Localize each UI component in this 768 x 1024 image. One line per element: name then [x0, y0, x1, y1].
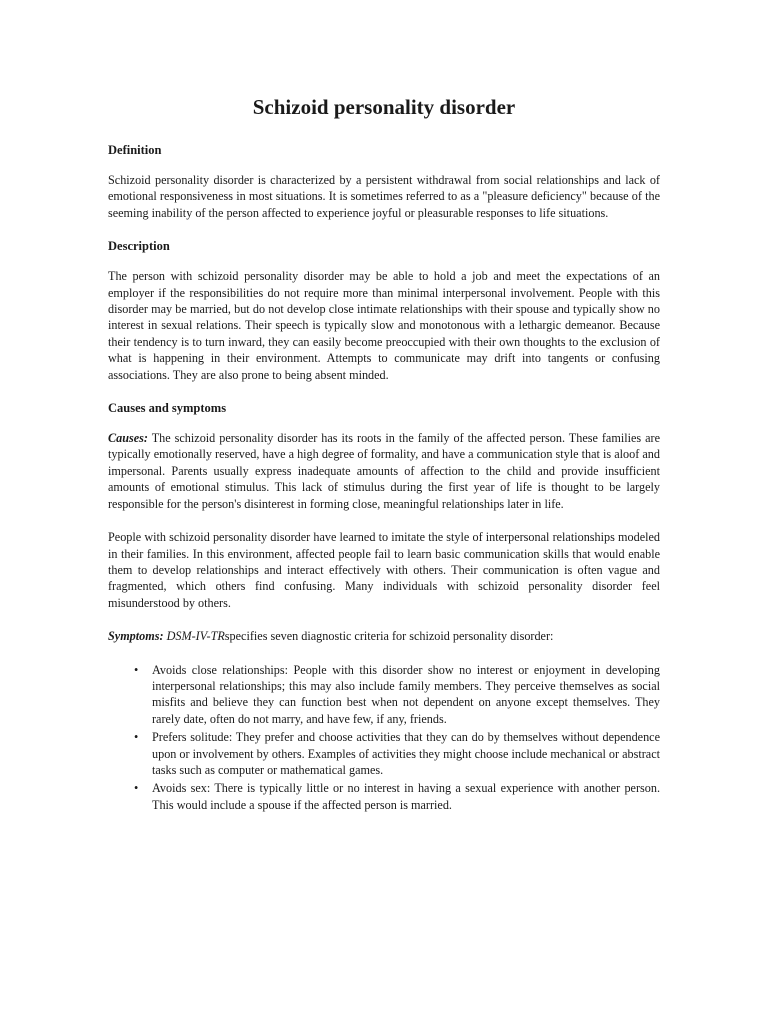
list-item: [134, 729, 661, 778]
description-paragraph: The person with schizoid personality disorder may be able to hold a job and meet the expectations of an employer if the responsibilities do not require more than minimal interpersonal involvement. People with this disorder may be married, but do not develop close intimate relationships with their spouse and typically show no interest in sexual relations. Their speech is typically slow and monotonous with a lethargic demeanor. Because their tendency is to turn inward, they can easily become preoccupied with their own thoughts to the exclusion of what is happening in their environment. Attempts to communicate may drift into tangents or confusing associations. They are also prone to being absent minded.: [108, 269, 660, 382]
symptoms-list: [108, 662, 660, 814]
list-item: [134, 662, 660, 728]
list-item-text: Avoids close relationships: People with this disorder show no interest or enjoyment in developing interpersonal relationships; this may also include family members. They perceive themselves as social misfits and believe they can function best when not dependent on anyone except themselves. They rarely date, often do not marry, and have few, if any, friends.: [152, 662, 660, 726]
list-item-text: Prefers solitude: They prefer and choose activities that they can do by themselves without dependence upon or involvement by others. Examples of activities they might choose include mechanical or abstract tasks such as computer or mathematical games.: [152, 730, 661, 777]
causes-paragraph: [108, 430, 660, 512]
causes-symptoms-heading: Causes and symptoms: [108, 401, 227, 416]
bullet-icon: •: [134, 730, 139, 745]
list-item-text: Avoids sex: There is typically little or no interest in having a sexual experience with another person. This would include a spouse if the affected person is married.: [152, 781, 660, 812]
causes-text: The schizoid personality disorder has its roots in the family of the affected person. These families are typically emotionally reserved, have a high degree of formality, and have a communication style that is aloof and impersonal. Parents usually express inadequate amounts of affection to the child and provide insufficient amounts of emotional stimulus. This lack of stimulus during the first year of life is thought to be largely responsible for the person's disinterest in forming close, meaningful relationships later in life.: [108, 431, 660, 511]
definition-paragraph: Schizoid personality disorder is characterized by a persistent withdrawal from social relationships and lack of emotional responsiveness in most situations. It is sometimes referred to as a "pleasure deficiency" because of the seeming inability of the person affected to experience joyful or pleasurable responses to life situations.: [108, 173, 660, 220]
definition-heading: Definition: [108, 143, 162, 157]
description-heading: Description: [108, 239, 170, 254]
page-title: Schizoid personality disorder: [252, 95, 516, 119]
symptoms-label: Symptoms:: [108, 629, 164, 644]
bullet-icon: •: [134, 662, 139, 677]
dsm-reference: DSM-IV-TR: [163, 629, 225, 644]
imitation-paragraph: People with schizoid personality disorder have learned to imitate the style of interpersonal relationships modeled in their families. In this environment, affected people fail to learn basic communication skills that would enable them to develop relationships and interact effectively with others. Their communication is often vague and fragmented, which others find confusing. Many individuals with schizoid personality disorder feel misunderstood by others.: [108, 530, 660, 610]
list-item: [134, 780, 660, 813]
bullet-icon: •: [134, 781, 139, 796]
symptoms-paragraph: [108, 628, 660, 644]
causes-label: Causes:: [108, 431, 148, 446]
symptoms-text: specifies seven diagnostic criteria for schizoid personality disorder:: [224, 629, 554, 644]
